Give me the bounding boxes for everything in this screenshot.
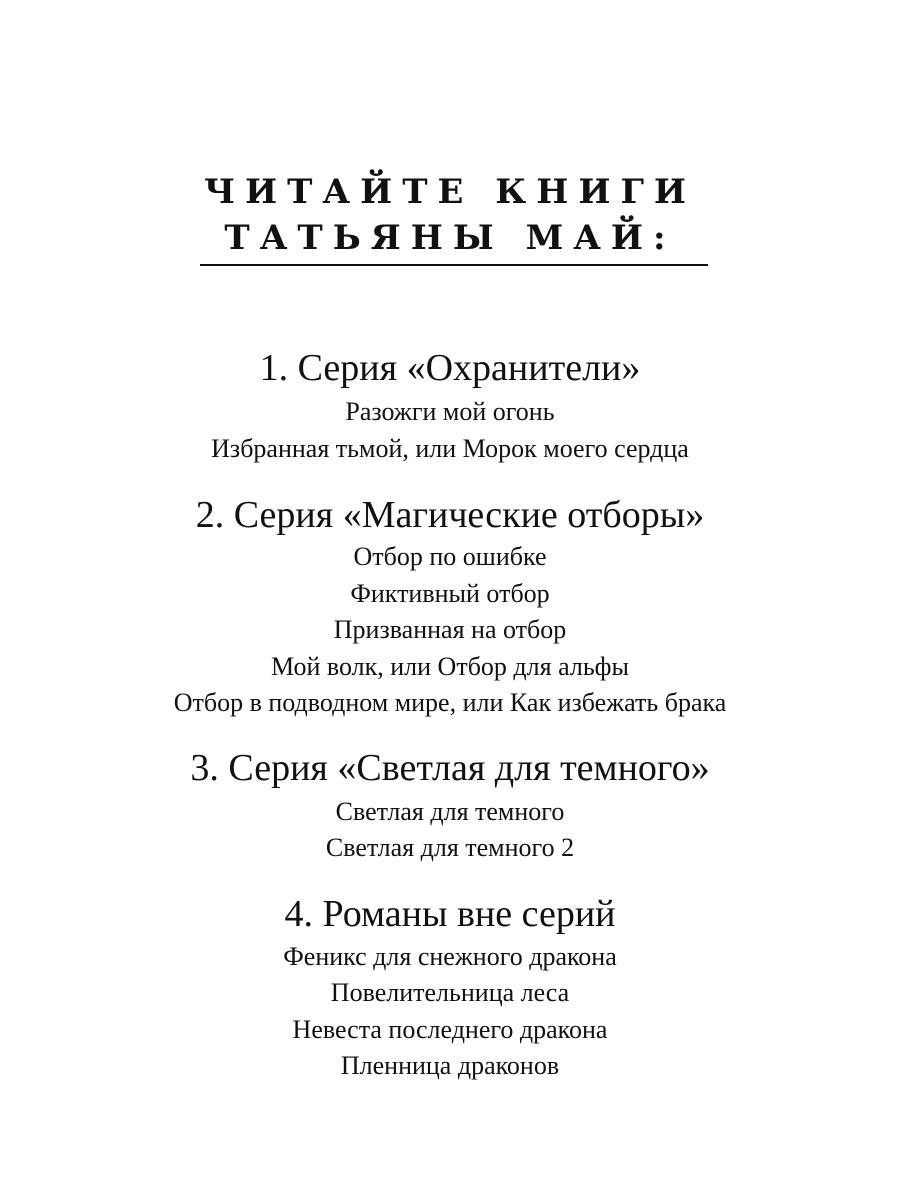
page-heading-line-1: ЧИТАЙТЕ КНИГИ xyxy=(203,172,697,212)
book-title: Отбор в подводном мире, или Как избежать брака xyxy=(173,688,727,717)
book-title: Невеста последнего дракона xyxy=(292,1015,608,1044)
series-title: 2. Серия «Магические отборы» xyxy=(195,494,705,536)
book-title: Призванная на отбор xyxy=(333,615,567,644)
book-title: Избранная тьмой, или Морок моего сердца xyxy=(211,434,689,463)
book-title: Феникс для снежного дракона xyxy=(283,942,617,971)
book-title: Фиктивный отбор xyxy=(350,579,550,608)
book-title: Светлая для темного 2 xyxy=(325,833,575,862)
book-title: Пленница драконов xyxy=(340,1051,560,1080)
series-title: 3. Серия «Светлая для темного» xyxy=(190,747,710,789)
page-heading-line-2: ТАТЬЯНЫ МАЙ: xyxy=(224,218,676,258)
series-title: 4. Романы вне серий xyxy=(284,893,616,935)
book-title: Светлая для темного xyxy=(335,797,565,826)
book-title: Разожги мой огонь xyxy=(345,397,555,426)
book-title: Повелительница леса xyxy=(330,978,570,1007)
book-title: Отбор по ошибке xyxy=(353,542,547,571)
heading-divider xyxy=(200,264,708,266)
series-title: 1. Серия «Охранители» xyxy=(259,347,641,389)
book-title: Мой волк, или Отбор для альфы xyxy=(271,652,629,681)
